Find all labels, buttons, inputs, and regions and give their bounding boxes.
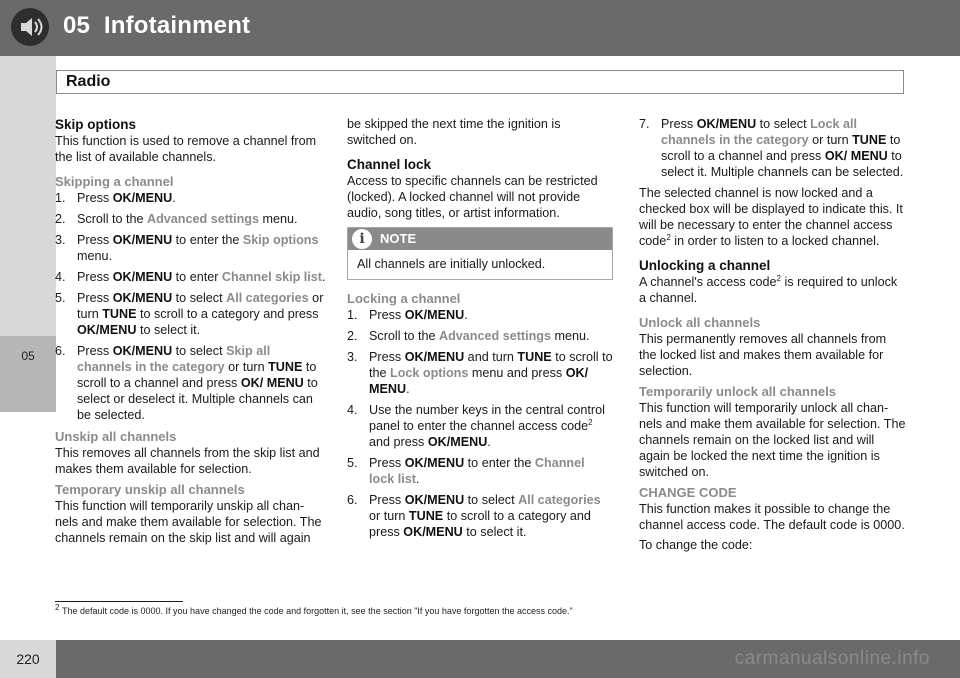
list-item: 7. Press OK/MENU to select Lock all channels in the category or turn TUNE to scroll to a channel and press OK/ MENU to select it. Multiple channels can be selected. <box>639 117 904 179</box>
watermark: carmanualsonline.info <box>734 648 930 669</box>
unlocking-heading: Unlocking a channel <box>639 258 771 273</box>
skipping-steps <box>55 190 327 423</box>
footnote: $^2$ The default code is 0000. If you have changed the code and forgotten it, see the section "If you have forgotten the access code." <box>55 603 573 616</box>
unskip-all-text: This removes all channels from the skip list and makes them available for selection. <box>55 446 320 476</box>
speaker-icon <box>11 8 49 46</box>
temporary-unskip-text: This function will temporarily unskip all chan-nels and make them available for selection. The channels remain on the skip list and will again <box>55 499 322 545</box>
change-code-heading: CHANGE CODE <box>639 485 737 500</box>
list-item: 2. Scroll to the Advanced settings menu. <box>347 329 590 343</box>
list-item: 4. Use the number keys in the central control panel to enter the channel access code$^2$ and press OK/MENU. <box>347 403 605 449</box>
locked-info-text: The selected channel is now locked and a checked box will be displayed to indicate this. It will be necessary to enter the channel access code$^2$ in order to listen to a locked channel. <box>639 186 903 248</box>
note-text: All channels are initially unlocked. <box>357 257 546 271</box>
section-bar <box>56 70 904 94</box>
skip-options-heading: Skip options <box>55 117 136 132</box>
list-item: 6. Press OK/MENU to select All categories or turn TUNE to scroll to a category and press OK/MENU to select it. <box>347 493 601 539</box>
side-tab-label: 05 <box>21 349 35 363</box>
chapter-title <box>63 12 250 40</box>
list-item: 5. Press OK/MENU to enter the Channel lock list. <box>347 456 585 486</box>
locking-steps-continued <box>639 116 907 180</box>
list-item: 2. Scroll to the Advanced settings menu. <box>55 212 298 226</box>
footnote-divider <box>55 601 183 602</box>
chapter-number: 05 <box>63 12 91 39</box>
list-item: 6. Press OK/MENU to select Skip all channels in the category or turn TUNE to scroll to a channel and press OK/ MENU to select or deselect it. Multiple channels can be selected. <box>55 344 318 422</box>
list-item: 3. Press OK/MENU and turn TUNE to scroll to the Lock options menu and press OK/ MENU. <box>347 350 613 396</box>
temporary-unskip-heading: Temporary unskip all channels <box>55 482 245 497</box>
chapter-name: Infotainment <box>103 12 251 39</box>
unlocking-text: A channel's access code$^2$ is required to unlock a channel. <box>639 273 898 305</box>
list-item: 4. Press OK/MENU to enter Channel skip list. <box>55 270 326 284</box>
side-tab-active <box>0 336 56 412</box>
note-header <box>348 228 612 250</box>
column-3 <box>639 116 907 553</box>
change-code-text: This function makes it possible to change the channel access code. The default code is 0000. <box>639 502 905 532</box>
temporary-unlock-heading: Temporarily unlock all channels <box>639 384 836 399</box>
note-box <box>347 227 613 280</box>
locking-steps <box>347 307 613 540</box>
unlock-all-heading: Unlock all channels <box>639 315 761 330</box>
skipping-channel-heading: Skipping a channel <box>55 174 174 189</box>
list-item: 3. Press OK/MENU to enter the Skip options menu. <box>55 233 319 263</box>
continued-text: be skipped the next time the ignition is switched on. <box>347 117 561 147</box>
info-icon: i <box>352 229 372 249</box>
note-title: NOTE <box>380 231 417 246</box>
channel-lock-text: Access to specific channels can be restricted (locked). A locked channel will not provide audio, song titles, or artist information. <box>347 174 598 220</box>
page-number: 220 <box>16 651 40 667</box>
unlock-all-text: This permanently removes all channels from the locked list and makes them available for selection. <box>639 332 887 378</box>
column-2 <box>347 116 613 545</box>
list-item: 1. Press OK/MENU. <box>347 308 468 322</box>
skip-options-text: This function is used to remove a channel from the list of available channels. <box>55 134 317 164</box>
to-change-text: To change the code: <box>639 538 753 552</box>
unskip-all-heading: Unskip all channels <box>55 429 177 444</box>
list-item: 5. Press OK/MENU to select All categories or turn TUNE to scroll to a category and press OK/MENU to select it. <box>55 291 324 337</box>
page-number-box <box>0 640 56 678</box>
temporary-unlock-text: This function will temporarily unlock all chan-nels and make them available for selection. The channels remain on the locked list and will again be locked the next time the ignition is switched on. <box>639 401 906 479</box>
channel-lock-heading: Channel lock <box>347 157 432 172</box>
chapter-header <box>0 0 960 56</box>
section-title: Radio <box>66 73 111 90</box>
page-footer <box>0 640 960 678</box>
column-1 <box>55 116 327 546</box>
list-item: 1. Press OK/MENU. <box>55 191 176 205</box>
locking-channel-heading: Locking a channel <box>347 291 461 306</box>
